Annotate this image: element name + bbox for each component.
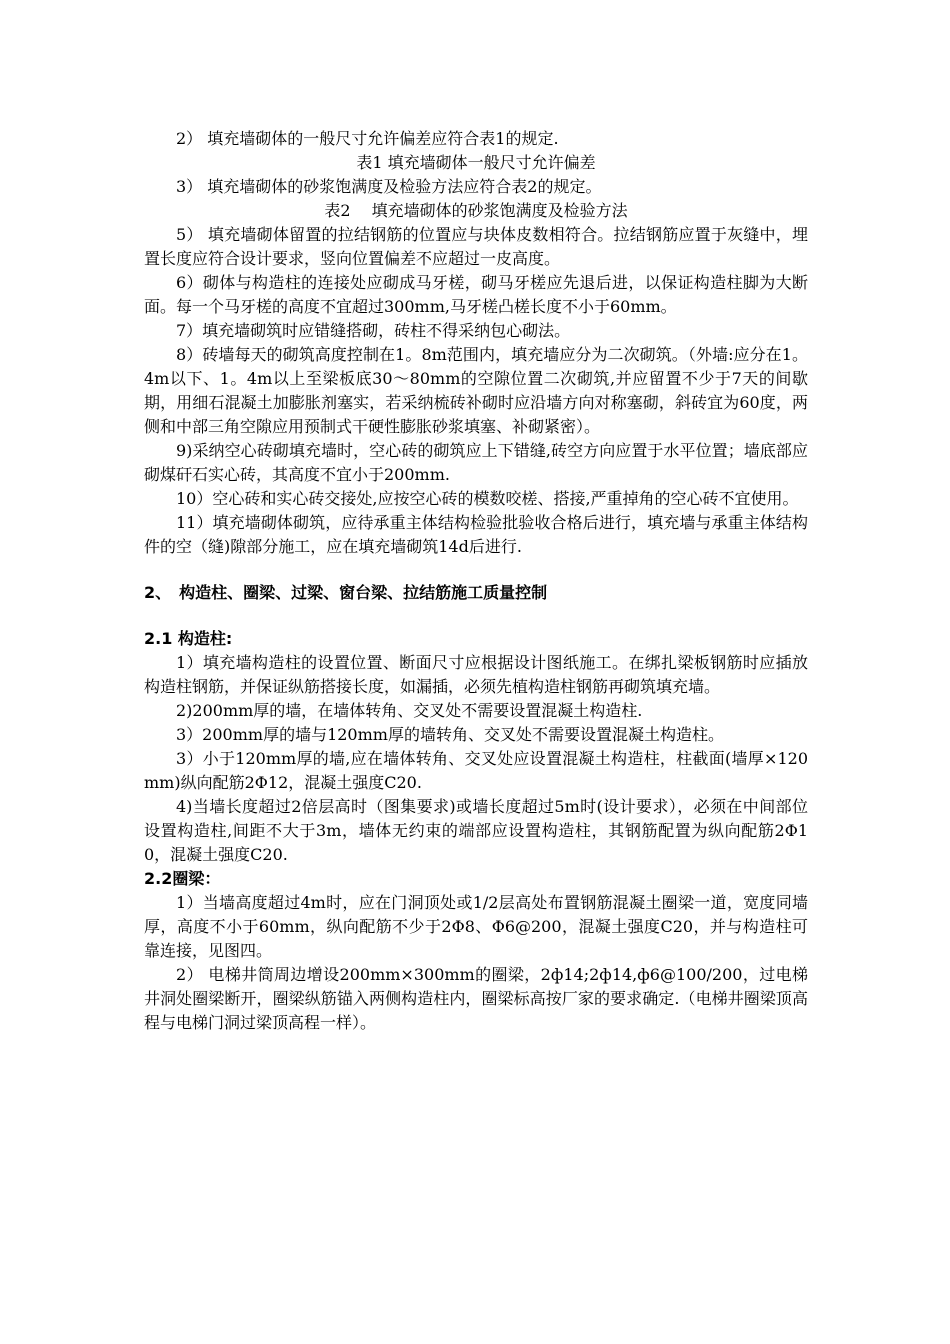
subsection-heading: 2.1 构造柱: — [144, 629, 233, 648]
paragraph: 2)200mm厚的墙，在墙体转角、交叉处不需要设置混凝土构造柱. — [176, 701, 643, 720]
paragraph: 3）200mm厚的墙与120mm厚的墙转角、交叉处不需要设置混凝土构造柱。 — [176, 725, 724, 744]
document-body — [144, 127, 808, 1035]
table-caption: 表1 填充墙砌体一般尺寸允许偏差 — [356, 153, 596, 172]
paragraph: 11）填充墙砌体砌筑，应待承重主体结构检验批验收合格后进行，填充墙与承重主体结构件的空（缝)隙部分施工，应在填充墙砌筑14d后进行. — [144, 513, 808, 556]
paragraph: 8）砖墙每天的砌筑高度控制在1。8m范围内，填充墙应分为二次砌筑。（外墙:应分在1。4m以下、1。4m以上至梁板底30～80mm的空隙位置二次砌筑,并应留置不少于7天的间歇期，用细石混凝土加膨胀剂塞实，若采纳梳砖补砌时应沿墙方向对称塞砌，斜砖宜为60度，两侧和中部三角空隙应用预制式干硬性膨胀砂浆填塞、补砌紧密）。 — [144, 345, 808, 436]
section-heading: 2、 构造柱、圈梁、过梁、窗台梁、拉结筋施工质量控制 — [144, 583, 548, 602]
paragraph: 1）当墙高度超过4m时，应在门洞顶处或1/2层高处布置钢筋混凝土圈梁一道，宽度同墙厚，高度不小于60mm，纵向配筋不少于2Φ8、Φ6@200，混凝土强度C20，并与构造柱可靠连接，见图四。 — [144, 893, 808, 960]
paragraph: 3） 填充墙砌体的砂浆饱满度及检验方法应符合表2的规定。 — [176, 177, 602, 196]
paragraph: 5） 填充墙砌体留置的拉结钢筋的位置应与块体皮数相符合。拉结钢筋应置于灰缝中，埋置长度应符合设计要求，竖向位置偏差不应超过一皮高度。 — [144, 225, 808, 268]
paragraph: 3）小于120mm厚的墙,应在墙体转角、交叉处应设置混凝土构造柱，柱截面(墙厚×120mm)纵向配筋2Φ12，混凝土强度C20. — [144, 749, 808, 792]
paragraph: 4)当墙长度超过2倍层高时（图集要求)或墙长度超过5m时(设计要求），必须在中间部位设置构造柱,间距不大于3m，墙体无约束的端部应设置构造柱，其钢筋配置为纵向配筋2Φ10，混凝土强度C20. — [144, 797, 808, 864]
paragraph: 10）空心砖和实心砖交接处,应按空心砖的模数咬槎、搭接,严重掉角的空心砖不宜使用。 — [176, 489, 799, 508]
paragraph: 9)采纳空心砖砌填充墙时，空心砖的砌筑应上下错缝,砖空方向应置于水平位置；墙底部应砌煤矸石实心砖，其高度不宜小于200mm. — [144, 441, 808, 484]
paragraph: 6）砌体与构造柱的连接处应砌成马牙槎，砌马牙槎应先退后进，以保证构造柱脚为大断面。每一个马牙槎的高度不宜超过300mm,马牙槎凸槎长度不小于60mm。 — [144, 273, 808, 316]
paragraph: 7）填充墙砌筑时应错缝搭砌，砖柱不得采纳包心砌法。 — [176, 321, 571, 340]
subsection-heading: 2.2圈梁： — [144, 869, 221, 888]
paragraph: 1）填充墙构造柱的设置位置、断面尺寸应根据设计图纸施工。在绑扎梁板钢筋时应插放构造柱钢筋，并保证纵筋搭接长度，如漏插，必须先植构造柱钢筋再砌筑填充墙。 — [144, 653, 808, 696]
table-caption: 表2 填充墙砌体的砂浆饱满度及检验方法 — [324, 201, 628, 220]
paragraph: 2） 电梯井筒周边增设200mm×300mm的圈梁，2ф14;2ф14,ф6@100/200，过电梯井洞处圈梁断开，圈梁纵筋锚入两侧构造柱内，圈梁标高按厂家的要求确定.（电梯井圈梁顶高程与电梯门洞过梁顶高程一样）。 — [144, 965, 808, 1032]
paragraph: 2） 填充墙砌体的一般尺寸允许偏差应符合表1的规定. — [176, 129, 559, 148]
